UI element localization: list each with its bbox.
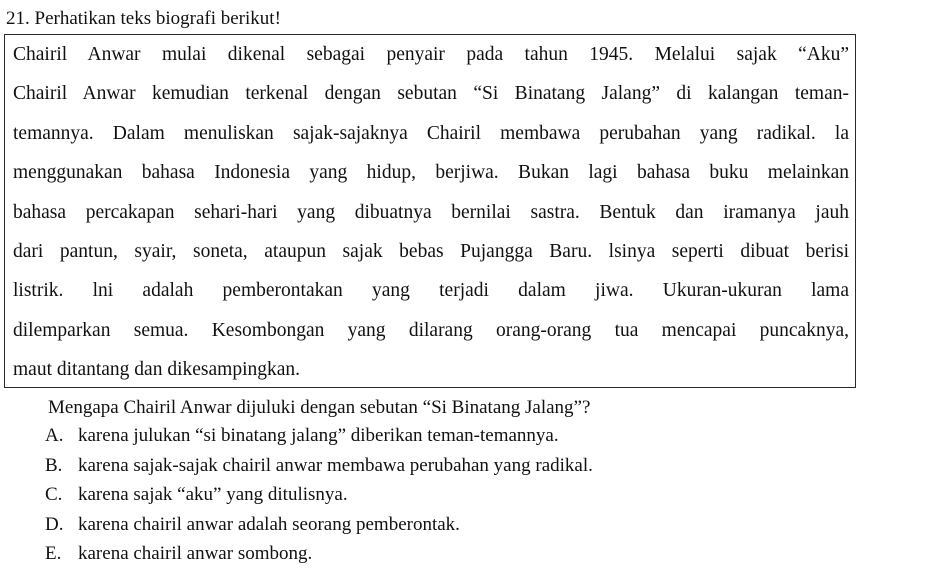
answer-option-d[interactable] <box>45 512 593 542</box>
option-letter: D. <box>45 513 64 535</box>
answer-option-a[interactable] <box>45 423 593 453</box>
passage-line: Chairil Anwar kemudian terkenal dengan sebutan “Si Binatang Jalang” di kalangan teman- <box>13 83 849 105</box>
option-letter: C. <box>45 484 63 506</box>
option-letter: B. <box>45 454 63 476</box>
option-text: karena chairil anwar adalah seorang pemberontak. <box>78 513 460 535</box>
option-text: karena sajak-sajak chairil anwar membawa perubahan yang radikal. <box>78 454 593 476</box>
passage-box <box>4 34 856 388</box>
passage-line: menggunakan bahasa Indonesia yang hidup, berjiwa. Bukan lagi bahasa buku melainkan <box>13 162 849 184</box>
passage-line: bahasa percakapan sehari-hari yang dibuatnya bernilai sastra. Bentuk dan iramanya jauh <box>13 201 849 223</box>
option-text: karena sajak “aku” yang ditulisnya. <box>78 484 348 506</box>
passage-line: maut ditantang dan dikesampingkan. <box>13 359 301 381</box>
answer-option-b[interactable] <box>45 453 593 483</box>
question-prompt: Mengapa Chairil Anwar dijuluki dengan sebutan “Si Binatang Jalang”? <box>48 397 591 418</box>
passage-line: dari pantun, syair, soneta, ataupun sajak bebas Pujangga Baru. lsinya seperti dibuat berisi <box>13 240 849 262</box>
option-letter: A. <box>45 425 64 446</box>
passage-line: dilemparkan semua. Kesombongan yang dilarang orang-orang tua mencapai puncaknya, <box>13 319 849 341</box>
question-title: 21. Perhatikan teks biografi berikut! <box>6 8 281 29</box>
option-letter: E. <box>45 543 62 565</box>
passage-line: listrik. lni adalah pemberontakan yang terjadi dalam jiwa. Ukuran-ukuran lama <box>13 280 849 302</box>
option-text: karena chairil anwar sombong. <box>78 543 313 565</box>
answer-option-c[interactable] <box>45 482 593 512</box>
passage-line: Chairil Anwar mulai dikenal sebagai penyair pada tahun 1945. Melalui sajak “Aku” <box>13 44 849 65</box>
answer-option-e[interactable] <box>45 541 593 571</box>
answer-options <box>45 423 593 571</box>
option-text: karena julukan “si binatang jalang” diberikan teman-temannya. <box>78 425 559 446</box>
passage-line: temannya. Dalam menuliskan sajak-sajaknya Chairil membawa perubahan yang radikal. la <box>13 122 849 144</box>
